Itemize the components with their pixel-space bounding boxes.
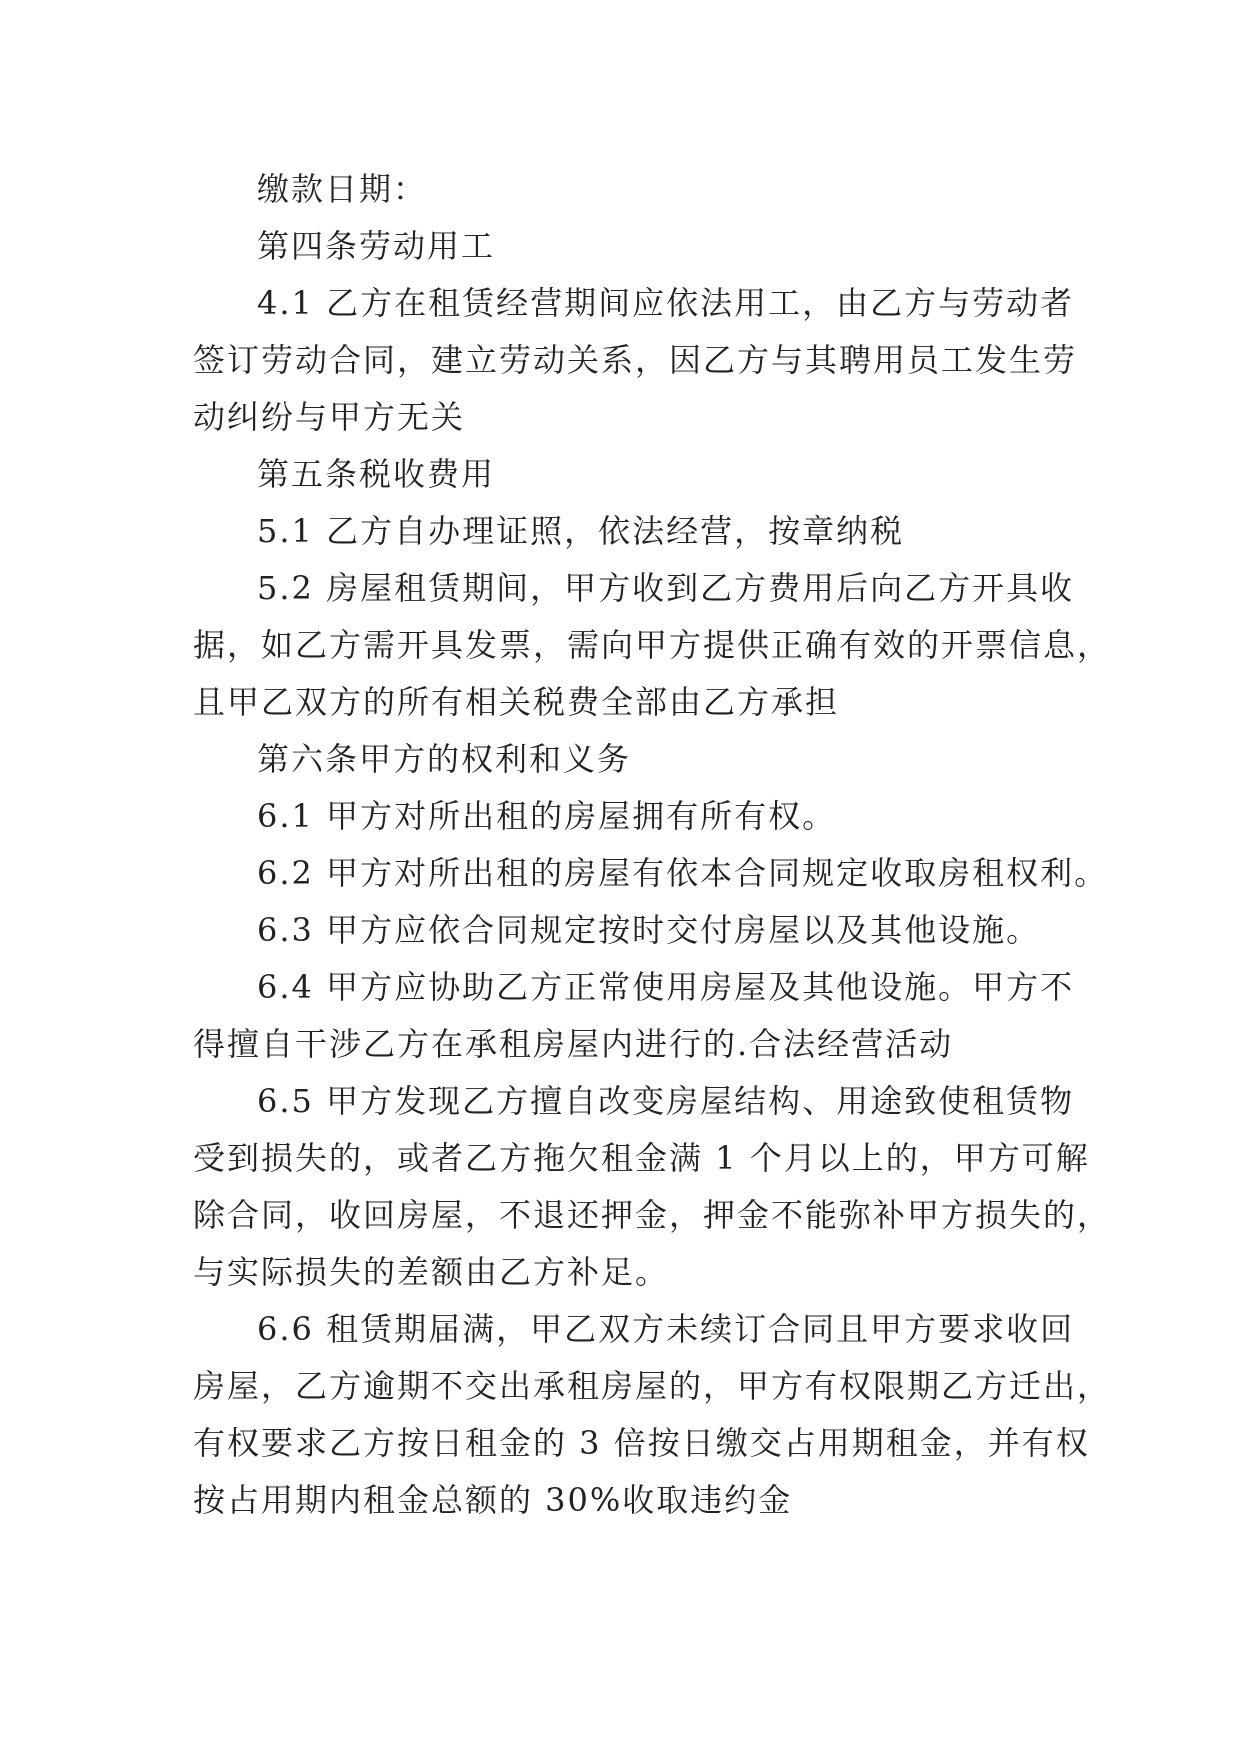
text-line: 受到损失的，或者乙方拖欠租金满 1 个月以上的，甲方可解 [193, 1139, 1090, 1177]
text-line: 6.2 甲方对所出租的房屋有依本合同规定收取房租权利。 [257, 854, 1109, 892]
text-line: 动纠纷与甲方无关 [193, 398, 466, 436]
section-heading: 第五条税收费用 [257, 455, 496, 493]
text-line: 据，如乙方需开具发票，需向甲方提供正确有效的开票信息， [193, 626, 1112, 664]
text-line: 4.1 乙方在租赁经营期间应依法用工，由乙方与劳动者 [257, 284, 1075, 322]
text-line: 6.1 甲方对所出租的房屋拥有所有权。 [257, 797, 837, 835]
section-heading: 第四条劳动用工 [257, 227, 496, 265]
document-body [193, 161, 1112, 1529]
text-line: 按占用期内租金总额的 30%收取违约金 [193, 1481, 793, 1519]
text-line: 除合同，收回房屋，不退还押金，押金不能弥补甲方损失的， [193, 1196, 1112, 1234]
text-line: 5.1 乙方自办理证照，依法经营，按章纳税 [257, 512, 905, 550]
text-line: 与实际损失的差额由乙方补足。 [193, 1253, 670, 1291]
text-line: 签订劳动合同，建立劳动关系，因乙方与其聘用员工发生劳 [193, 341, 1078, 379]
text-line: 6.3 甲方应依合同规定按时交付房屋以及其他设施。 [257, 911, 1041, 949]
text-line: 有权要求乙方按日租金的 3 倍按日缴交占用期租金，并有权 [193, 1424, 1090, 1462]
text-line: 且甲乙双方的所有相关税费全部由乙方承担 [193, 683, 840, 721]
text-line: 缴款日期： [257, 170, 428, 208]
text-line: 5.2 房屋租赁期间，甲方收到乙方费用后向乙方开具收 [257, 569, 1075, 607]
text-line: 6.4 甲方应协助乙方正常使用房屋及其他设施。甲方不 [257, 968, 1075, 1006]
section-heading: 第六条甲方的权利和义务 [257, 740, 632, 778]
text-line: 得擅自干涉乙方在承租房屋内进行的.合法经营活动 [193, 1025, 954, 1063]
text-line: 房屋，乙方逾期不交出承租房屋的，甲方有权限期乙方迁出， [193, 1367, 1112, 1405]
text-line: 6.6 租赁期届满，甲乙双方未续订合同且甲方要求收回 [257, 1310, 1075, 1348]
text-line: 6.5 甲方发现乙方擅自改变房屋结构、用途致使租赁物 [257, 1082, 1075, 1120]
